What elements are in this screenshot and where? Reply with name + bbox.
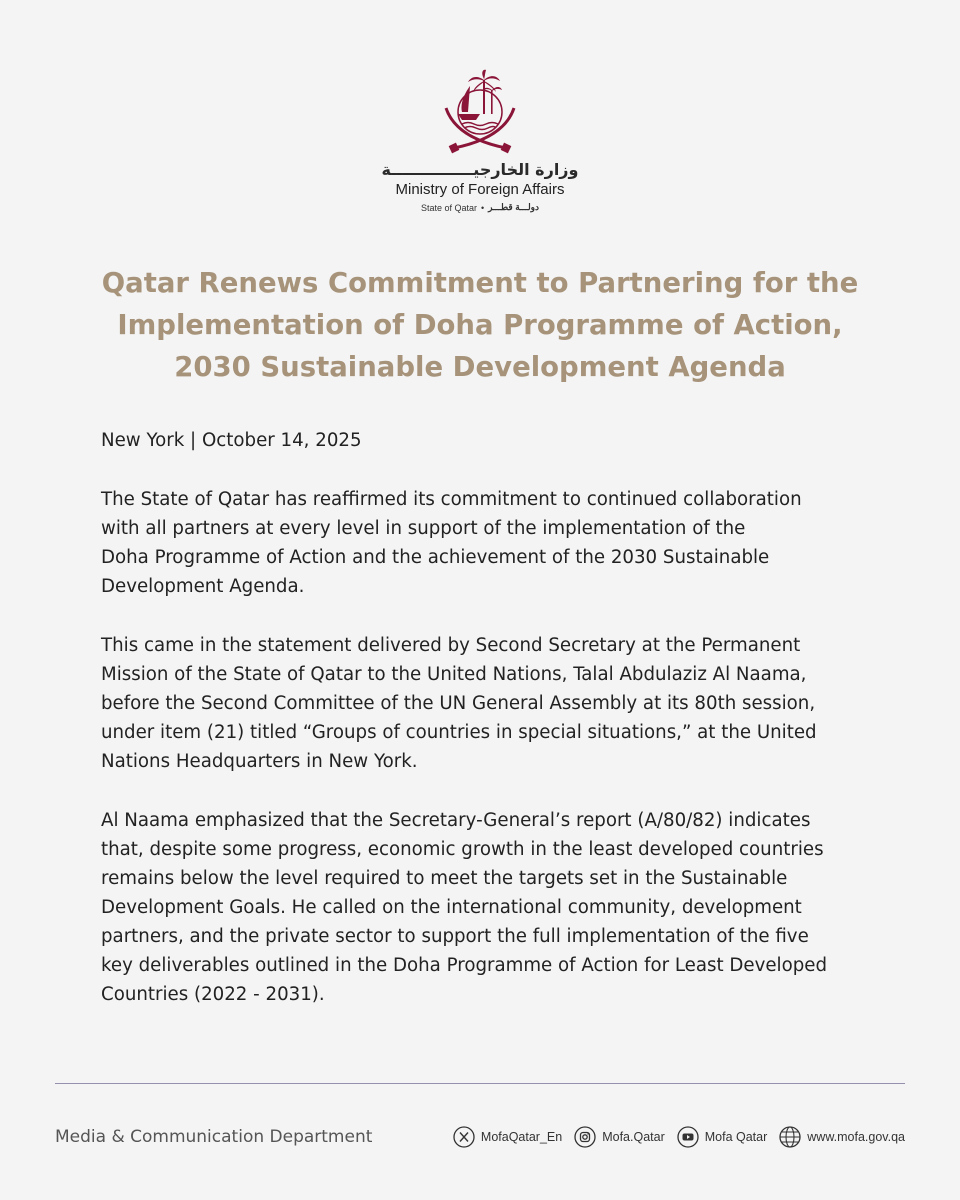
department-name: Media & Communication Department xyxy=(55,1127,373,1147)
globe-icon xyxy=(779,1126,801,1148)
separator-dot: • xyxy=(480,202,485,213)
paragraph-line: Development Goals. He called on the international community, development xyxy=(101,897,802,918)
paragraph-line: Nations Headquarters in New York. xyxy=(101,751,418,772)
paragraph-line: key deliverables outlined in the Doha Programme of Action for Least Developed xyxy=(101,955,827,976)
paragraph-line: Al Naama emphasized that the Secretary-General’s report (A/80/82) indicates xyxy=(101,810,811,831)
state-line xyxy=(421,202,539,213)
social-label: MofaQatar_En xyxy=(480,1130,563,1144)
ministry-logo xyxy=(0,68,960,213)
paragraph-line: The State of Qatar has reaffirmed its commitment to continued collaboration xyxy=(101,489,802,510)
social-links xyxy=(453,1126,905,1148)
paragraph-line: partners, and the private sector to support the full implementation of the five xyxy=(101,926,809,947)
paragraph-line: under item (21) titled “Groups of countries in special situations,” at the United xyxy=(101,722,817,743)
paragraph-1 xyxy=(101,485,861,601)
state-name-arabic: دولـــة قطـــر xyxy=(488,202,540,212)
paragraph-line: This came in the statement delivered by Second Secretary at the Permanent xyxy=(101,635,801,656)
paragraph-3 xyxy=(101,806,861,1009)
x-icon xyxy=(453,1126,475,1148)
qatar-emblem-icon xyxy=(440,68,520,154)
social-link-youtube[interactable] xyxy=(677,1126,768,1148)
article-body xyxy=(101,426,861,1039)
ministry-name-english: Ministry of Foreign Affairs xyxy=(395,181,565,198)
social-link-x[interactable] xyxy=(453,1126,562,1148)
social-label: www.mofa.gov.qa xyxy=(807,1130,905,1144)
youtube-icon xyxy=(677,1126,699,1148)
state-name-english: State of Qatar xyxy=(420,202,477,213)
paragraph-line: Doha Programme of Action and the achievement of the 2030 Sustainable xyxy=(101,547,770,568)
article-title xyxy=(96,262,864,388)
paragraph-line: Countries (2022 - 2031). xyxy=(101,984,325,1005)
ministry-name-arabic: وزارة الخارجيـــــــــــــــة xyxy=(381,160,579,179)
paragraph-line: with all partners at every level in support of the implementation of the xyxy=(101,518,746,539)
paragraph-line: Mission of the State of Qatar to the United Nations, Talal Abdulaziz Al Naama, xyxy=(101,664,807,685)
dateline: New York | October 14, 2025 xyxy=(101,430,362,451)
paragraph-line: Development Agenda. xyxy=(101,576,305,597)
social-link-website[interactable] xyxy=(779,1126,905,1148)
social-label: Mofa Qatar xyxy=(704,1130,768,1144)
social-link-instagram[interactable] xyxy=(574,1126,665,1148)
paragraph-line: remains below the level required to meet the targets set in the Sustainable xyxy=(101,868,788,889)
paragraph-2 xyxy=(101,631,861,776)
paragraph-line: before the Second Committee of the UN General Assembly at its 80th session, xyxy=(101,693,816,714)
footer-divider xyxy=(55,1083,905,1084)
title-line: Qatar Renews Commitment to Partnering for the xyxy=(101,267,859,299)
title-line: Implementation of Doha Programme of Action, xyxy=(117,309,843,341)
title-line: 2030 Sustainable Development Agenda xyxy=(174,351,786,383)
instagram-icon xyxy=(574,1126,596,1148)
paragraph-line: that, despite some progress, economic growth in the least developed countries xyxy=(101,839,824,860)
social-label: Mofa.Qatar xyxy=(602,1130,665,1144)
